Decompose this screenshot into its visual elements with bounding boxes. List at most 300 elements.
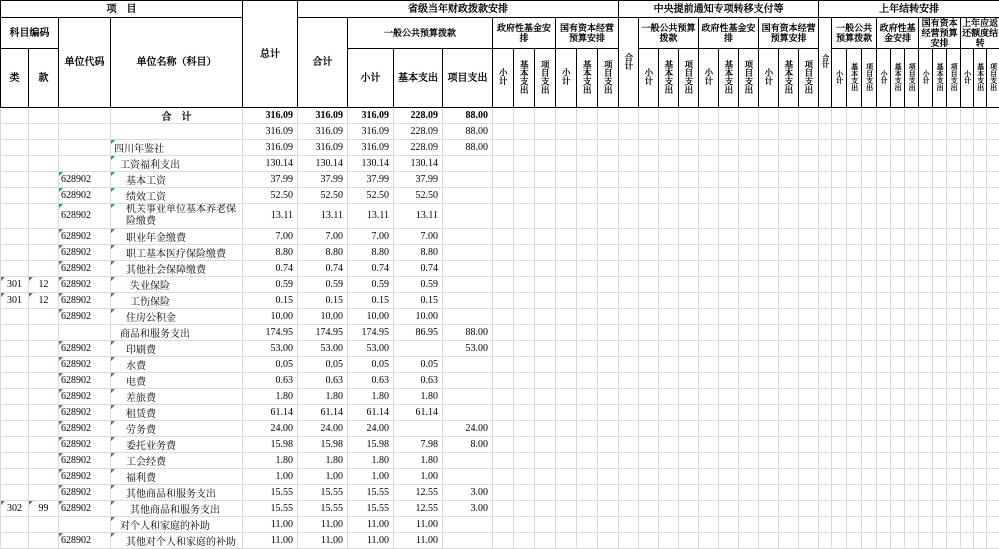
cell-lei[interactable]: 301 <box>1 292 29 308</box>
cell-empty[interactable] <box>799 372 819 388</box>
cell-basic-exp[interactable]: 12.55 <box>394 500 443 516</box>
header-project-exp-vertical[interactable] <box>739 49 759 108</box>
cell-total[interactable]: 1.80 <box>298 452 348 468</box>
cell-empty[interactable] <box>699 124 719 140</box>
cell-subtotal[interactable]: 52.50 <box>348 187 394 203</box>
cell-empty[interactable] <box>493 228 514 244</box>
cell-empty[interactable] <box>556 187 577 203</box>
cell-empty[interactable] <box>577 484 598 500</box>
cell-empty[interactable] <box>659 108 679 124</box>
cell-subtotal[interactable]: 316.09 <box>348 139 394 155</box>
cell-kuan[interactable] <box>29 108 59 124</box>
cell-empty[interactable] <box>535 436 556 452</box>
cell-total[interactable]: 0.59 <box>298 276 348 292</box>
cell-empty[interactable] <box>987 244 999 260</box>
cell-empty[interactable] <box>974 155 987 171</box>
cell-total[interactable]: 37.99 <box>298 171 348 187</box>
cell-empty[interactable] <box>947 308 961 324</box>
cell-empty[interactable] <box>987 139 999 155</box>
cell-empty[interactable] <box>493 276 514 292</box>
cell-grand-total[interactable]: 37.99 <box>243 171 298 187</box>
cell-empty[interactable] <box>556 356 577 372</box>
cell-empty[interactable] <box>679 155 699 171</box>
cell-kuan[interactable] <box>29 436 59 452</box>
cell-empty[interactable] <box>947 356 961 372</box>
cell-empty[interactable] <box>739 340 759 356</box>
cell-empty[interactable] <box>759 516 779 532</box>
cell-empty[interactable] <box>905 452 919 468</box>
cell-grand-total[interactable]: 0.59 <box>243 276 298 292</box>
cell-basic-exp[interactable]: 13.11 <box>394 203 443 228</box>
cell-empty[interactable] <box>847 292 862 308</box>
cell-empty[interactable] <box>679 436 699 452</box>
cell-empty[interactable] <box>933 452 947 468</box>
cell-empty[interactable] <box>799 388 819 404</box>
cell-total[interactable]: 24.00 <box>298 420 348 436</box>
cell-empty[interactable] <box>847 372 862 388</box>
cell-empty[interactable] <box>719 203 739 228</box>
cell-empty[interactable] <box>619 228 639 244</box>
cell-empty[interactable] <box>679 171 699 187</box>
cell-total[interactable]: 1.00 <box>298 468 348 484</box>
cell-empty[interactable] <box>598 292 619 308</box>
cell-empty[interactable] <box>987 260 999 276</box>
cell-empty[interactable] <box>493 484 514 500</box>
cell-empty[interactable] <box>847 404 862 420</box>
cell-empty[interactable] <box>905 436 919 452</box>
cell-empty[interactable] <box>891 187 905 203</box>
cell-empty[interactable] <box>947 139 961 155</box>
header-subtotal[interactable]: 小计 <box>348 49 394 108</box>
cell-empty[interactable] <box>493 452 514 468</box>
cell-subtotal[interactable]: 15.55 <box>348 500 394 516</box>
cell-empty[interactable] <box>961 308 974 324</box>
cell-lei[interactable] <box>1 187 29 203</box>
cell-empty[interactable] <box>699 452 719 468</box>
cell-empty[interactable] <box>799 171 819 187</box>
cell-empty[interactable] <box>877 500 891 516</box>
cell-empty[interactable] <box>987 324 999 340</box>
cell-project-exp[interactable] <box>443 388 493 404</box>
cell-empty[interactable] <box>493 108 514 124</box>
cell-empty[interactable] <box>619 500 639 516</box>
cell-empty[interactable] <box>779 436 799 452</box>
cell-project-exp[interactable] <box>443 171 493 187</box>
cell-total[interactable]: 61.14 <box>298 404 348 420</box>
cell-empty[interactable] <box>535 276 556 292</box>
cell-empty[interactable] <box>598 468 619 484</box>
cell-empty[interactable] <box>577 155 598 171</box>
cell-project-exp[interactable] <box>443 155 493 171</box>
cell-empty[interactable] <box>933 516 947 532</box>
cell-kuan[interactable] <box>29 452 59 468</box>
cell-empty[interactable] <box>919 484 933 500</box>
cell-total[interactable]: 0.05 <box>298 356 348 372</box>
cell-empty[interactable] <box>679 124 699 140</box>
cell-empty[interactable] <box>947 468 961 484</box>
cell-empty[interactable] <box>556 500 577 516</box>
cell-unit-code[interactable]: 628902 <box>59 260 111 276</box>
cell-empty[interactable] <box>535 203 556 228</box>
cell-empty[interactable] <box>535 388 556 404</box>
cell-empty[interactable] <box>933 420 947 436</box>
cell-empty[interactable] <box>847 356 862 372</box>
cell-grand-total[interactable]: 15.55 <box>243 484 298 500</box>
cell-empty[interactable] <box>905 244 919 260</box>
cell-empty[interactable] <box>987 108 999 124</box>
cell-subtotal[interactable]: 0.74 <box>348 260 394 276</box>
cell-empty[interactable] <box>598 244 619 260</box>
cell-empty[interactable] <box>739 324 759 340</box>
cell-empty[interactable] <box>556 124 577 140</box>
cell-empty[interactable] <box>862 436 877 452</box>
cell-empty[interactable] <box>905 388 919 404</box>
cell-empty[interactable] <box>919 139 933 155</box>
cell-empty[interactable] <box>535 372 556 388</box>
cell-empty[interactable] <box>577 500 598 516</box>
cell-empty[interactable] <box>891 244 905 260</box>
cell-empty[interactable] <box>659 340 679 356</box>
cell-empty[interactable] <box>847 532 862 548</box>
cell-empty[interactable] <box>639 356 659 372</box>
cell-empty[interactable] <box>891 276 905 292</box>
cell-kuan[interactable] <box>29 516 59 532</box>
cell-empty[interactable] <box>919 532 933 548</box>
cell-basic-exp[interactable]: 37.99 <box>394 171 443 187</box>
cell-empty[interactable] <box>947 244 961 260</box>
cell-empty[interactable] <box>619 340 639 356</box>
cell-basic-exp[interactable]: 11.00 <box>394 516 443 532</box>
cell-empty[interactable] <box>699 484 719 500</box>
header-project-exp-vertical[interactable] <box>799 49 819 108</box>
cell-empty[interactable] <box>862 124 877 140</box>
header-prev-year-refund[interactable]: 上年应返还额度结转 <box>961 18 999 49</box>
cell-empty[interactable] <box>577 388 598 404</box>
cell-empty[interactable] <box>974 372 987 388</box>
cell-unit-name[interactable]: 印刷费 <box>111 340 243 356</box>
cell-empty[interactable] <box>535 356 556 372</box>
cell-empty[interactable] <box>832 356 847 372</box>
cell-empty[interactable] <box>679 516 699 532</box>
cell-empty[interactable] <box>619 124 639 140</box>
cell-empty[interactable] <box>619 452 639 468</box>
cell-empty[interactable] <box>779 171 799 187</box>
cell-empty[interactable] <box>535 244 556 260</box>
cell-empty[interactable] <box>799 308 819 324</box>
cell-empty[interactable] <box>987 388 999 404</box>
cell-empty[interactable] <box>819 171 832 187</box>
cell-empty[interactable] <box>719 532 739 548</box>
cell-empty[interactable] <box>556 203 577 228</box>
cell-empty[interactable] <box>619 372 639 388</box>
cell-empty[interactable] <box>659 484 679 500</box>
cell-empty[interactable] <box>862 203 877 228</box>
cell-empty[interactable] <box>639 324 659 340</box>
cell-empty[interactable] <box>619 404 639 420</box>
cell-unit-name[interactable]: 住房公积金 <box>111 308 243 324</box>
cell-empty[interactable] <box>619 155 639 171</box>
cell-empty[interactable] <box>493 340 514 356</box>
cell-lei[interactable] <box>1 203 29 228</box>
cell-empty[interactable] <box>799 108 819 124</box>
cell-empty[interactable] <box>577 203 598 228</box>
cell-empty[interactable] <box>679 108 699 124</box>
header-group-central[interactable]: 中央提前通知专项转移支付等 <box>619 1 819 18</box>
cell-subtotal[interactable]: 0.63 <box>348 372 394 388</box>
cell-empty[interactable] <box>919 436 933 452</box>
cell-empty[interactable] <box>699 516 719 532</box>
cell-empty[interactable] <box>961 420 974 436</box>
cell-empty[interactable] <box>759 308 779 324</box>
cell-unit-code[interactable]: 628902 <box>59 356 111 372</box>
cell-empty[interactable] <box>862 108 877 124</box>
header-subtotal-vertical[interactable] <box>639 49 659 108</box>
cell-empty[interactable] <box>799 452 819 468</box>
cell-empty[interactable] <box>832 292 847 308</box>
cell-unit-name[interactable]: 机关事业单位基本养老保险缴费 <box>111 203 243 228</box>
cell-empty[interactable] <box>961 484 974 500</box>
cell-empty[interactable] <box>877 452 891 468</box>
cell-empty[interactable] <box>905 372 919 388</box>
cell-grand-total[interactable]: 52.50 <box>243 187 298 203</box>
cell-basic-exp[interactable] <box>394 420 443 436</box>
cell-lei[interactable] <box>1 516 29 532</box>
cell-grand-total[interactable]: 316.09 <box>243 108 298 124</box>
cell-empty[interactable] <box>974 484 987 500</box>
cell-empty[interactable] <box>759 372 779 388</box>
cell-empty[interactable] <box>819 187 832 203</box>
cell-unit-code[interactable] <box>59 155 111 171</box>
cell-empty[interactable] <box>877 308 891 324</box>
cell-empty[interactable] <box>891 404 905 420</box>
cell-empty[interactable] <box>947 340 961 356</box>
cell-total[interactable]: 52.50 <box>298 187 348 203</box>
cell-empty[interactable] <box>639 372 659 388</box>
cell-empty[interactable] <box>891 139 905 155</box>
cell-empty[interactable] <box>556 388 577 404</box>
cell-empty[interactable] <box>514 308 535 324</box>
cell-grand-total[interactable]: 174.95 <box>243 324 298 340</box>
cell-empty[interactable] <box>847 436 862 452</box>
cell-empty[interactable] <box>987 340 999 356</box>
cell-empty[interactable] <box>947 155 961 171</box>
cell-project-exp[interactable]: 53.00 <box>443 340 493 356</box>
cell-empty[interactable] <box>847 260 862 276</box>
cell-project-exp[interactable]: 24.00 <box>443 420 493 436</box>
cell-empty[interactable] <box>862 404 877 420</box>
cell-empty[interactable] <box>739 155 759 171</box>
cell-basic-exp[interactable]: 86.95 <box>394 324 443 340</box>
cell-empty[interactable] <box>891 308 905 324</box>
cell-total[interactable]: 0.15 <box>298 292 348 308</box>
cell-empty[interactable] <box>832 276 847 292</box>
cell-empty[interactable] <box>847 276 862 292</box>
cell-empty[interactable] <box>659 500 679 516</box>
cell-empty[interactable] <box>739 187 759 203</box>
cell-empty[interactable] <box>877 356 891 372</box>
header-unit-code[interactable]: 单位代码 <box>59 18 111 108</box>
cell-empty[interactable] <box>577 372 598 388</box>
cell-empty[interactable] <box>933 324 947 340</box>
cell-empty[interactable] <box>819 244 832 260</box>
cell-empty[interactable] <box>862 244 877 260</box>
cell-total[interactable]: 15.55 <box>298 484 348 500</box>
cell-empty[interactable] <box>933 187 947 203</box>
cell-project-exp[interactable]: 88.00 <box>443 124 493 140</box>
cell-empty[interactable] <box>779 500 799 516</box>
header-central-gov-fund[interactable]: 政府性基金安排 <box>699 18 759 49</box>
header-central-state-capital[interactable]: 国有资本经营预算安排 <box>759 18 819 49</box>
cell-empty[interactable] <box>577 244 598 260</box>
cell-empty[interactable] <box>556 308 577 324</box>
cell-subtotal[interactable]: 24.00 <box>348 420 394 436</box>
cell-empty[interactable] <box>577 108 598 124</box>
cell-grand-total[interactable]: 11.00 <box>243 516 298 532</box>
cell-empty[interactable] <box>847 324 862 340</box>
cell-empty[interactable] <box>719 436 739 452</box>
cell-grand-total[interactable]: 316.09 <box>243 124 298 140</box>
cell-empty[interactable] <box>891 324 905 340</box>
cell-grand-total[interactable]: 15.98 <box>243 436 298 452</box>
cell-empty[interactable] <box>759 244 779 260</box>
cell-empty[interactable] <box>819 228 832 244</box>
cell-empty[interactable] <box>779 260 799 276</box>
cell-empty[interactable] <box>847 500 862 516</box>
cell-empty[interactable] <box>877 420 891 436</box>
cell-empty[interactable] <box>947 124 961 140</box>
cell-empty[interactable] <box>862 292 877 308</box>
cell-unit-code[interactable]: 628902 <box>59 203 111 228</box>
cell-empty[interactable] <box>639 171 659 187</box>
cell-empty[interactable] <box>919 340 933 356</box>
cell-empty[interactable] <box>905 468 919 484</box>
cell-unit-code[interactable] <box>59 324 111 340</box>
cell-empty[interactable] <box>877 388 891 404</box>
cell-empty[interactable] <box>974 388 987 404</box>
cell-empty[interactable] <box>862 420 877 436</box>
cell-empty[interactable] <box>719 276 739 292</box>
cell-unit-code[interactable]: 628902 <box>59 420 111 436</box>
cell-empty[interactable] <box>659 404 679 420</box>
cell-kuan[interactable] <box>29 404 59 420</box>
cell-empty[interactable] <box>877 228 891 244</box>
cell-empty[interactable] <box>719 516 739 532</box>
cell-empty[interactable] <box>862 324 877 340</box>
cell-project-exp[interactable]: 88.00 <box>443 324 493 340</box>
cell-empty[interactable] <box>847 244 862 260</box>
cell-empty[interactable] <box>514 187 535 203</box>
cell-empty[interactable] <box>919 388 933 404</box>
cell-empty[interactable] <box>598 516 619 532</box>
cell-empty[interactable] <box>862 468 877 484</box>
cell-unit-name[interactable]: 工资福利支出 <box>111 155 243 171</box>
cell-empty[interactable] <box>961 340 974 356</box>
cell-empty[interactable] <box>679 484 699 500</box>
cell-empty[interactable] <box>862 276 877 292</box>
cell-total[interactable]: 11.00 <box>298 516 348 532</box>
cell-empty[interactable] <box>933 388 947 404</box>
cell-empty[interactable] <box>535 500 556 516</box>
cell-empty[interactable] <box>961 203 974 228</box>
cell-subtotal[interactable]: 316.09 <box>348 124 394 140</box>
cell-total[interactable]: 0.74 <box>298 260 348 276</box>
cell-project-exp[interactable]: 3.00 <box>443 484 493 500</box>
cell-grand-total[interactable]: 61.14 <box>243 404 298 420</box>
header-carryover-general-budget[interactable]: 一般公共预算拨款 <box>832 18 877 49</box>
cell-empty[interactable] <box>847 228 862 244</box>
cell-empty[interactable] <box>933 276 947 292</box>
cell-project-exp[interactable] <box>443 532 493 548</box>
header-subtotal-vertical[interactable] <box>699 49 719 108</box>
header-group-provincial[interactable]: 省级当年财政拨款安排 <box>298 1 619 18</box>
cell-kuan[interactable] <box>29 155 59 171</box>
cell-kuan[interactable] <box>29 308 59 324</box>
cell-empty[interactable] <box>514 276 535 292</box>
cell-grand-total[interactable]: 15.55 <box>243 500 298 516</box>
cell-empty[interactable] <box>832 139 847 155</box>
header-project-exp-vertical[interactable] <box>862 49 877 108</box>
cell-empty[interactable] <box>862 228 877 244</box>
cell-empty[interactable] <box>699 420 719 436</box>
cell-basic-exp[interactable]: 0.74 <box>394 260 443 276</box>
cell-empty[interactable] <box>877 171 891 187</box>
cell-subtotal[interactable]: 15.98 <box>348 436 394 452</box>
cell-empty[interactable] <box>556 244 577 260</box>
cell-empty[interactable] <box>877 484 891 500</box>
cell-empty[interactable] <box>847 171 862 187</box>
cell-grand-total[interactable]: 1.00 <box>243 468 298 484</box>
cell-empty[interactable] <box>619 139 639 155</box>
cell-empty[interactable] <box>556 468 577 484</box>
cell-lei[interactable] <box>1 356 29 372</box>
cell-empty[interactable] <box>679 500 699 516</box>
cell-empty[interactable] <box>679 324 699 340</box>
cell-unit-code[interactable]: 628902 <box>59 532 111 548</box>
cell-empty[interactable] <box>819 108 832 124</box>
cell-empty[interactable] <box>947 452 961 468</box>
header-project-exp-vertical[interactable] <box>679 49 699 108</box>
header-carryover-gov-fund[interactable]: 政府性基金安排 <box>877 18 919 49</box>
cell-empty[interactable] <box>832 124 847 140</box>
cell-empty[interactable] <box>847 155 862 171</box>
cell-unit-code[interactable] <box>59 124 111 140</box>
cell-empty[interactable] <box>877 532 891 548</box>
cell-unit-code[interactable]: 628902 <box>59 244 111 260</box>
cell-basic-exp[interactable]: 228.09 <box>394 124 443 140</box>
cell-empty[interactable] <box>719 308 739 324</box>
cell-empty[interactable] <box>987 404 999 420</box>
cell-empty[interactable] <box>535 516 556 532</box>
cell-empty[interactable] <box>493 436 514 452</box>
cell-empty[interactable] <box>974 436 987 452</box>
cell-empty[interactable] <box>961 500 974 516</box>
cell-empty[interactable] <box>947 500 961 516</box>
cell-empty[interactable] <box>919 228 933 244</box>
header-basic-exp-vertical[interactable] <box>933 49 947 108</box>
cell-empty[interactable] <box>659 124 679 140</box>
cell-kuan[interactable] <box>29 171 59 187</box>
cell-empty[interactable] <box>919 516 933 532</box>
cell-empty[interactable] <box>891 500 905 516</box>
cell-empty[interactable] <box>974 139 987 155</box>
header-project-exp-vertical[interactable] <box>905 49 919 108</box>
cell-subtotal[interactable]: 0.15 <box>348 292 394 308</box>
cell-empty[interactable] <box>659 244 679 260</box>
cell-empty[interactable] <box>847 468 862 484</box>
cell-empty[interactable] <box>919 187 933 203</box>
cell-unit-name[interactable]: 合 计 <box>111 108 243 124</box>
cell-empty[interactable] <box>719 420 739 436</box>
